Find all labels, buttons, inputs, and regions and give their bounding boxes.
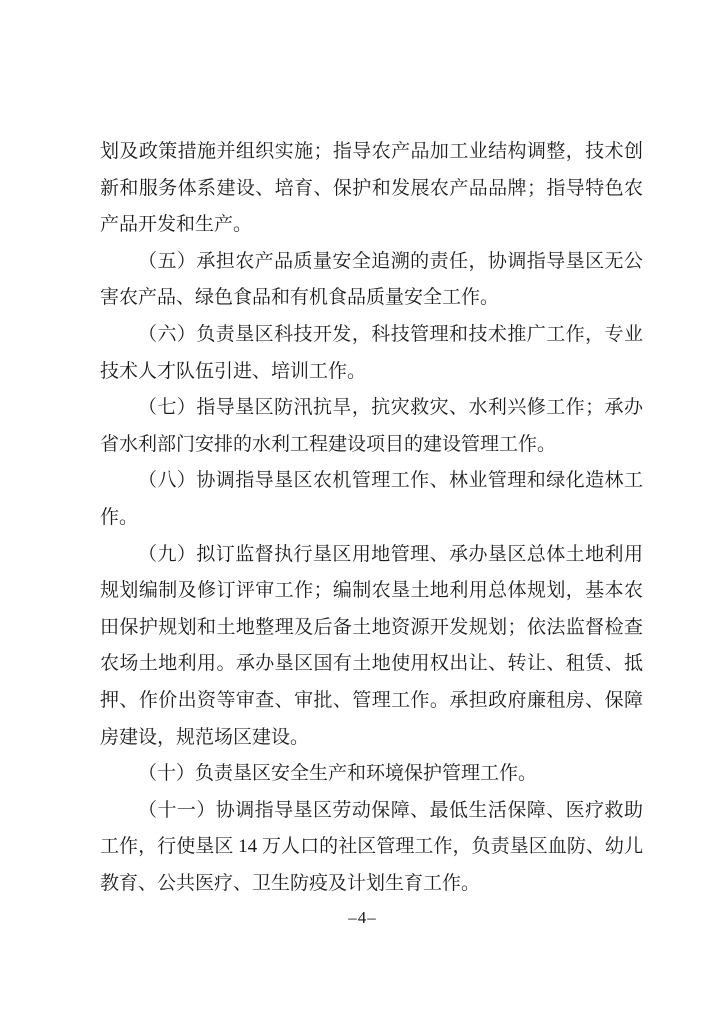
text-line: 教育、公共医疗、卫生防疫及计划生育工作。 [100,872,481,894]
text-line: （十）负责垦区安全生产和环境保护管理工作。 [138,763,538,785]
text-line: 划及政策措施并组织实施；指导农产品加工业结构调整，技术创 [100,141,643,162]
text-line: 产品开发和生产。 [100,214,253,236]
page-number: –4– [348,908,377,927]
page-footer [0,906,725,930]
text-line: （五）承担农产品质量安全追溯的责任，协调指导垦区无公 [138,250,643,272]
text-line: （十一）协调指导垦区劳动保障、最低生活保障、医疗救助 [138,799,643,821]
text-line: 新和服务体系建设、培育、保护和发展农产品品牌；指导特色农 [100,177,643,199]
text-line: 技术人才队伍引进、培训工作。 [100,360,367,382]
text-line: （七）指导垦区防汛抗旱，抗灾救灾、水利兴修工作；承办 [138,397,643,419]
text-line: 农场土地利用。承办垦区国有土地使用权出让、转让、租赁、抵 [100,653,643,675]
text-line: 田保护规划和土地整理及后备土地资源开发规划；依法监督检查 [100,616,643,638]
text-line: 作。 [100,506,139,528]
text-line: 害农产品、绿色食品和有机食品质量安全工作。 [100,287,500,309]
text-line: 房建设，规范场区建设。 [100,726,310,748]
text-line: （八）协调指导垦区农机管理工作、林业管理和绿化造林工 [138,470,643,492]
text-line: 押、作价出资等审查、审批、管理工作。承担政府廉租房、保障 [100,689,643,711]
text-line: （九）拟订监督执行垦区用地管理、承办垦区总体土地利用 [138,543,643,565]
text-line: 规划编制及修订评审工作；编制农垦土地利用总体规划，基本农 [100,580,643,602]
document-text-block [100,134,643,902]
text-line: 工作，行使垦区 14 万人口的社区管理工作，负责垦区血防、幼儿 [100,836,643,858]
text-line: （六）负责垦区科技开发，科技管理和技术推广工作，专业 [138,323,643,345]
text-line: 省水利部门安排的水利工程建设项目的建设管理工作。 [100,433,557,455]
